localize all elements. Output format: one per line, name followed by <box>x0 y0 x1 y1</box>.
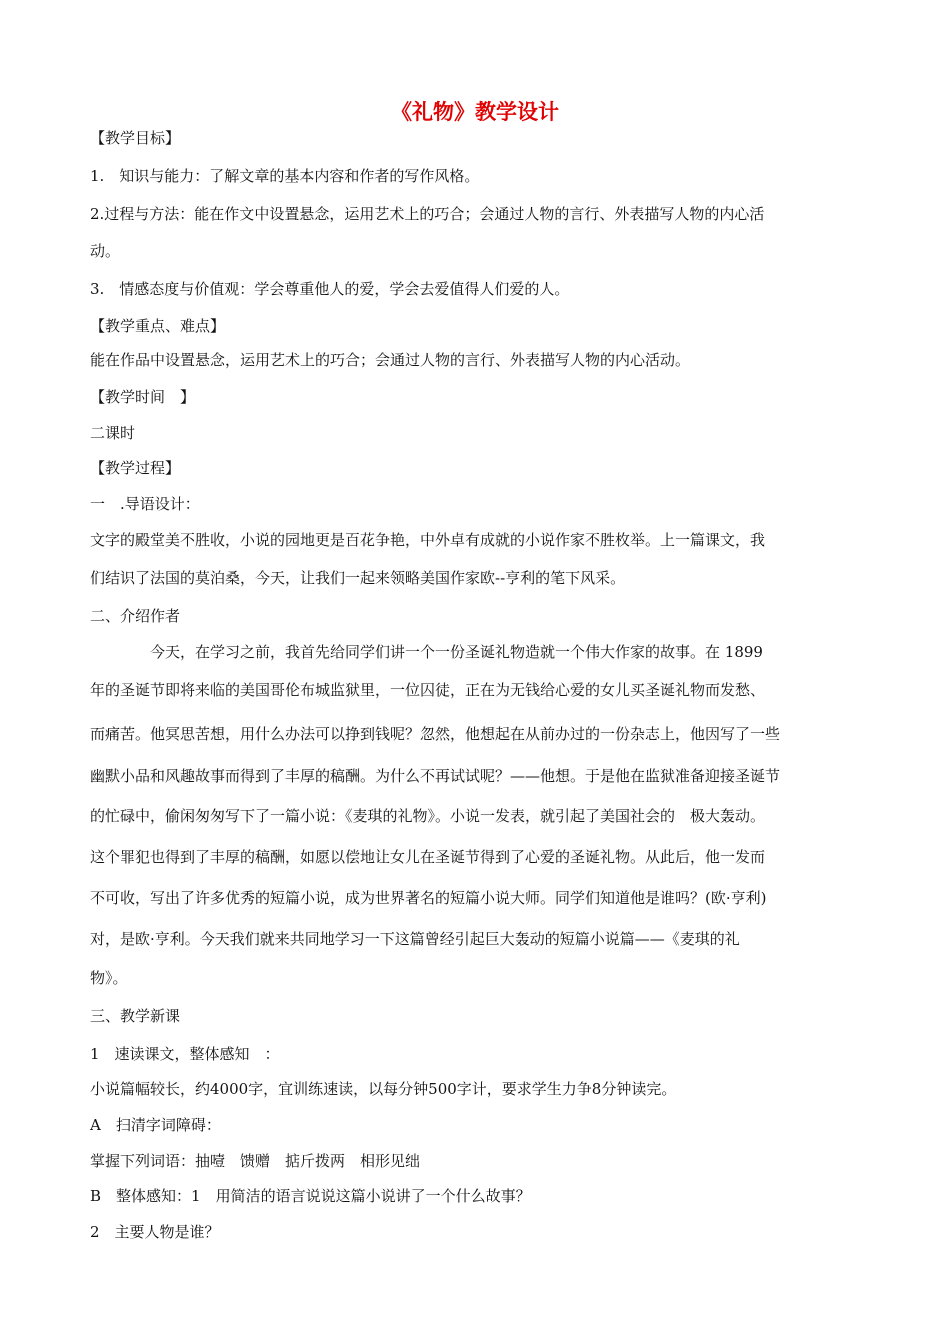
heading-teaching-goals: 【教学目标】 <box>90 129 181 147</box>
heading-teaching-process: 【教学过程】 <box>90 459 181 477</box>
intro-paragraph-line: 文字的殿堂美不胜收，小说的园地更是百花争艳，中外卓有成就的小说作家不胜枚举。上一篇课文，我 <box>90 531 766 549</box>
step-b-question-1: B 整体感知：1 用简洁的语言说说这篇小说讲了一个什么故事？ <box>90 1187 531 1205</box>
author-paragraph-line: 年的圣诞节即将来临的美国哥伦布城监狱里，一位囚徒，正在为无钱给心爱的女儿买圣诞礼物而发愁、 <box>90 681 766 699</box>
teaching-time-text: 二课时 <box>90 424 136 442</box>
section-2-heading: 二、介绍作者 <box>90 607 181 625</box>
author-paragraph-line: 这个罪犯也得到了丰厚的稿酬，如愿以偿地让女儿在圣诞节得到了心爱的圣诞礼物。从此后，他一发而 <box>90 848 766 866</box>
step-1-text: 小说篇幅较长，约4000字，宜训练速读，以每分钟500字计，要求学生力争8分钟读完。 <box>90 1080 677 1098</box>
goal-2-cont: 动。 <box>90 242 121 260</box>
section-3-heading: 三、教学新课 <box>90 1007 181 1025</box>
step-a-heading: A 扫清字词障碍： <box>90 1116 221 1134</box>
section-1-heading: 一 .导语设计： <box>90 495 200 513</box>
intro-paragraph-line: 们结识了法国的莫泊桑，今天，让我们一起来领略美国作家欧--亨利的笔下风采。 <box>90 569 626 587</box>
author-paragraph-line: 幽默小品和风趣故事而得到了丰厚的稿酬。为什么不再试试呢？——他想。于是他在监狱准备迎接圣诞节 <box>90 767 781 785</box>
author-paragraph-line: 对，是欧·亨利。今天我们就来共同地学习一下这篇曾经引起巨大轰动的短篇小说篇——《麦琪的礼 <box>90 930 740 948</box>
author-paragraph-line: 而痛苦。他冥思苦想，用什么办法可以挣到钱呢？忽然，他想起在从前办过的一份杂志上，他因写了一些 <box>90 725 781 743</box>
key-points-text: 能在作品中设置悬念，运用艺术上的巧合；会通过人物的言行、外表描写人物的内心活动。 <box>90 351 691 369</box>
goal-1: 1. 知识与能力：了解文章的基本内容和作者的写作风格。 <box>90 167 480 185</box>
vocabulary-list: 掌握下列词语：抽噎 馈赠 掂斤拨两 相形见绌 <box>90 1152 421 1170</box>
goal-3: 3. 情感态度与价值观：学会尊重他人的爱，学会去爱值得人们爱的人。 <box>90 280 570 298</box>
goal-2: 2.过程与方法：能在作文中设置悬念，运用艺术上的巧合；会通过人物的言行、外表描写人物的内心活 <box>90 205 765 223</box>
author-paragraph-line: 不可收，写出了许多优秀的短篇小说，成为世界著名的短篇小说大师。同学们知道他是谁吗？(欧·亨利) <box>90 889 767 907</box>
step-b-question-2: 2 主要人物是谁？ <box>90 1223 220 1241</box>
author-paragraph-line: 今天，在学习之前，我首先给同学们讲一个一份圣诞礼物造就一个伟大作家的故事。在 1899 <box>90 643 763 661</box>
step-1-heading: 1 速读课文，整体感知 ： <box>90 1045 280 1063</box>
author-paragraph-line: 的忙碌中，偷闲匆匆写下了一篇小说：《麦琪的礼物》。小说一发表，就引起了美国社会的 极大轰动。 <box>90 807 766 825</box>
heading-key-points: 【教学重点、难点】 <box>90 317 226 335</box>
heading-teaching-time: 【教学时间 】 <box>90 388 196 406</box>
document-title: 《礼物》教学设计 <box>391 99 559 124</box>
author-paragraph-line: 物》。 <box>90 969 128 987</box>
